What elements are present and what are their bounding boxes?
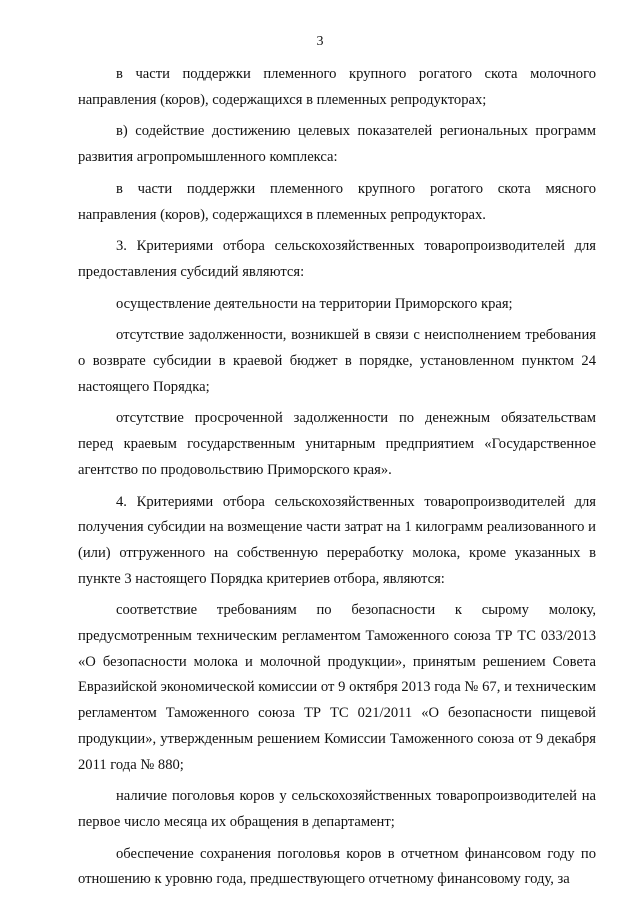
paragraph-dairy-cattle-support: в части поддержки племенного крупного рогатого скота молочного направления (коров), содержащихся в племенных репродукторах;	[78, 66, 596, 108]
paragraph-livestock-preservation: обеспечение сохранения поголовья коров в отчетном финансовом году по отношению к уровню года, предшествующего отчетному финансовому году, за	[78, 845, 596, 888]
paragraph-cow-livestock-presence: наличие поголовья коров у сельскохозяйственных товаропроизводителей на первое число месяца их обращения в департамент;	[78, 788, 596, 830]
paragraph-section-3-criteria: 3. Критериями отбора сельскохозяйственных товаропроизводителей для предоставления субсидий являются:	[78, 238, 596, 280]
page-number: 3	[316, 34, 324, 49]
paragraph-milk-safety-compliance: соответствие требованиям по безопасности к сырому молоку, предусмотренным техническим регламентом Таможенного союза ТР ТС 033/2013 «О безопасности молока и молочной продукции», принятым решением Совета Евразийской экономической комиссии от 9 октября 2013 года № 67, и техническим регламентом Таможенного союза ТР ТС 021/2011 «О безопасности пищевой продукции», утвержденным решением Комиссии Таможенного союза от 9 декабря 2011 года № 880;	[78, 602, 596, 773]
document-body	[78, 62, 596, 893]
paragraph-no-debt: отсутствие задолженности, возникшей в связи с неисполнением требования о возврате субсидии в краевой бюджет в порядке, установленном пунктом 24 настоящего Порядка;	[78, 327, 596, 395]
paragraph-territory-activity: осуществление деятельности на территории Приморского края;	[116, 295, 513, 312]
paragraph-section-4-criteria: 4. Критериями отбора сельскохозяйственных товаропроизводителей для получения субсидии на возмещение части затрат на 1 килограмм реализованного и (или) отгруженного на собственную переработку молока, кроме указанных в пункте 3 настоящего Порядка критериев отбора, являются:	[78, 493, 596, 587]
paragraph-beef-cattle-support: в части поддержки племенного крупного рогатого скота мясного направления (коров), содержащихся в племенных репродукторах.	[78, 180, 596, 223]
paragraph-no-overdue-debt: отсутствие просроченной задолженности по денежным обязательствам перед краевым государственным унитарным предприятием «Государственное агентство по продовольствию Приморского края».	[78, 410, 596, 478]
paragraph-item-v: в) содействие достижению целевых показателей региональных программ развития агропромышленного комплекса:	[78, 123, 596, 166]
